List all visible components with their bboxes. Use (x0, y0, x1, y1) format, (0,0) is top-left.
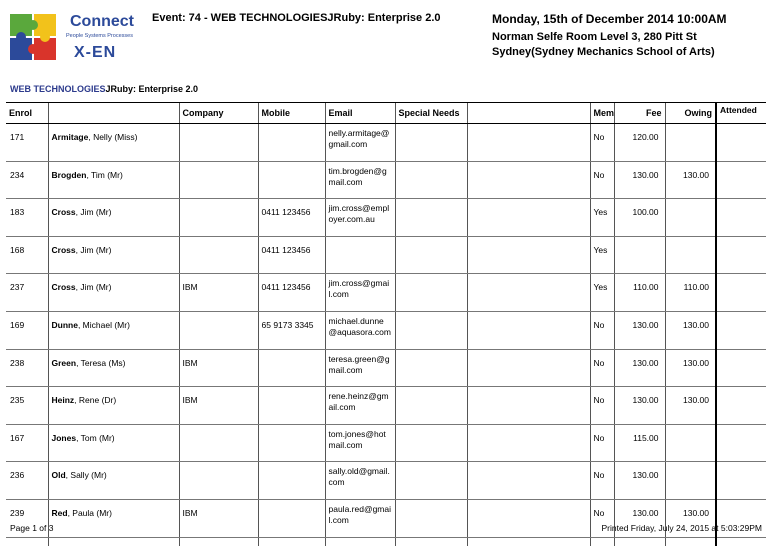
cell-mobile (258, 349, 325, 387)
printed-timestamp: Printed Friday, July 24, 2015 at 5:03:29PM (601, 523, 762, 533)
cell-company (179, 199, 258, 237)
cell-mobile (258, 499, 325, 537)
col-name (48, 103, 179, 124)
given-name: , Tim (Mr) (86, 169, 123, 180)
event-venue-line2: Sydney(Sydney Mechanics School of Arts) (492, 46, 715, 58)
enrol-number: 236 (10, 470, 25, 481)
table-row (6, 311, 766, 349)
membership: No (593, 470, 605, 481)
fee: 120.00 (632, 132, 659, 142)
cell-blank (467, 274, 590, 312)
cell-owing (665, 424, 716, 462)
given-name: , Rene (Dr) (74, 395, 117, 406)
cell-email (325, 424, 395, 462)
given-name: , Michael (Mr) (77, 319, 130, 330)
email: michael.dunne@aquasora.com (328, 315, 391, 337)
company: IBM (182, 282, 198, 293)
surname: Old (51, 470, 66, 481)
empty-cell (590, 537, 614, 546)
cell-email (325, 349, 395, 387)
cell-fee (614, 274, 665, 312)
fee: 130.00 (632, 319, 659, 330)
cell-mem (590, 199, 614, 237)
cell-name (48, 274, 179, 312)
cell-enrol (6, 424, 48, 462)
cell-email (325, 199, 395, 237)
empty-cell (395, 537, 467, 546)
cell-enrol (6, 236, 48, 274)
cell-special-needs (395, 499, 467, 537)
cell-company (179, 161, 258, 199)
membership: No (593, 132, 605, 142)
company: IBM (182, 395, 198, 406)
logo-connect-text: Connect (70, 13, 134, 30)
cell-name (48, 311, 179, 349)
table-row (6, 424, 766, 462)
cell-attended (716, 311, 766, 349)
col-special-needs: Special Needs (395, 103, 467, 124)
cell-company (179, 462, 258, 500)
surname: Red (51, 507, 68, 518)
enrol-number: 237 (10, 282, 25, 293)
cell-attended (716, 424, 766, 462)
cell-enrol (6, 161, 48, 199)
cell-mobile (258, 124, 325, 162)
membership: No (593, 395, 605, 406)
company: IBM (182, 357, 198, 368)
cell-blank (467, 199, 590, 237)
cell-mobile (258, 387, 325, 425)
given-name: , Paula (Mr) (67, 507, 112, 518)
cell-mem (590, 274, 614, 312)
cell-mem (590, 311, 614, 349)
cell-special-needs (395, 274, 467, 312)
cell-attended (716, 462, 766, 500)
given-name: , Jim (Mr) (75, 244, 112, 255)
given-name: , Nelly (Miss) (88, 132, 138, 142)
cell-email (325, 274, 395, 312)
table-row (6, 462, 766, 500)
cell-special-needs (395, 199, 467, 237)
course-subtitle (10, 84, 198, 94)
surname: Dunne (51, 319, 78, 330)
page-number: Page 1 of 3 (10, 523, 54, 533)
cell-special-needs (395, 462, 467, 500)
cell-blank (467, 124, 590, 162)
company: IBM (182, 507, 198, 518)
cell-blank (467, 161, 590, 199)
membership: No (593, 507, 605, 518)
membership: Yes (593, 244, 608, 255)
given-name: , Sally (Mr) (65, 470, 107, 481)
surname: Heinz (51, 395, 75, 406)
cell-owing (665, 387, 716, 425)
cell-mobile (258, 161, 325, 199)
enrol-number: 238 (10, 357, 25, 368)
col-blank (467, 103, 590, 124)
logo-tagline: People Systems Processes (66, 33, 133, 39)
table-row (6, 124, 766, 162)
cell-company (179, 311, 258, 349)
empty-cell (614, 537, 665, 546)
col-email: Email (325, 103, 395, 124)
given-name: , Tom (Mr) (76, 432, 115, 443)
enrol-number: 239 (10, 507, 25, 518)
cell-enrol (6, 349, 48, 387)
membership: Yes (593, 282, 608, 293)
cell-email (325, 161, 395, 199)
cell-blank (467, 387, 590, 425)
email: rene.heinz@gmail.com (328, 391, 389, 413)
cell-blank (467, 236, 590, 274)
cell-blank (467, 311, 590, 349)
fee: 130.00 (632, 357, 659, 368)
owing: 130.00 (683, 357, 709, 368)
col-mem: Mem (590, 103, 614, 124)
empty-cell (258, 537, 325, 546)
email: nelly.armitage@gmail.com (328, 128, 390, 149)
given-name: , Jim (Mr) (75, 207, 112, 218)
email: jim.cross@gmail.com (328, 278, 390, 300)
cell-fee (614, 236, 665, 274)
company-logo (8, 10, 138, 68)
table-row (6, 387, 766, 425)
col-company: Company (179, 103, 258, 124)
enrol-number: 234 (10, 169, 25, 180)
cell-enrol (6, 387, 48, 425)
empty-cell (6, 537, 48, 546)
email: jim.cross@employer.com.au (328, 203, 390, 225)
cell-attended (716, 349, 766, 387)
empty-cell (716, 537, 766, 546)
cell-attended (716, 274, 766, 312)
cell-company (179, 424, 258, 462)
course-name: JRuby: Enterprise 2.0 (105, 84, 199, 94)
cell-fee (614, 387, 665, 425)
given-name: , Teresa (Ms) (76, 357, 126, 368)
cell-fee (614, 199, 665, 237)
col-enrol: Enrol (6, 103, 48, 124)
cell-special-needs (395, 161, 467, 199)
email: sally.old@gmail.com (328, 466, 390, 488)
surname: Cross (51, 282, 76, 293)
cell-enrol (6, 199, 48, 237)
cell-company (179, 274, 258, 312)
fee: 130.00 (632, 169, 659, 180)
cell-email (325, 462, 395, 500)
cell-attended (716, 161, 766, 199)
cell-fee (614, 311, 665, 349)
membership: No (593, 169, 605, 180)
mobile: 65 9173 3345 (261, 319, 314, 330)
cell-mobile (258, 424, 325, 462)
enrol-number: 235 (10, 395, 25, 406)
cell-email (325, 236, 395, 274)
col-attended: Attended (716, 103, 766, 124)
cell-fee (614, 349, 665, 387)
cell-email (325, 387, 395, 425)
cell-name (48, 236, 179, 274)
owing: 130.00 (683, 395, 709, 406)
cell-special-needs (395, 424, 467, 462)
empty-cell (325, 537, 395, 546)
cell-attended (716, 387, 766, 425)
cell-mem (590, 462, 614, 500)
col-fee: Fee (614, 103, 665, 124)
cell-special-needs (395, 124, 467, 162)
cell-email (325, 499, 395, 537)
cell-company (179, 499, 258, 537)
cell-owing (665, 236, 716, 274)
cell-attended (716, 124, 766, 162)
membership: Yes (593, 207, 608, 218)
table-row (6, 236, 766, 274)
membership: No (593, 432, 605, 443)
enrol-number: 168 (10, 244, 25, 255)
empty-cell (179, 537, 258, 546)
event-title: Event: 74 - WEB TECHNOLOGIESJRuby: Enterprise 2.0 (152, 12, 441, 24)
enrolment-table (6, 102, 766, 546)
mobile: 0411 123456 (261, 282, 311, 293)
email: tom.jones@hotmail.com (328, 428, 386, 450)
cell-special-needs (395, 349, 467, 387)
cell-name (48, 161, 179, 199)
cell-owing (665, 124, 716, 162)
email: tim.brogden@gmail.com (328, 165, 387, 187)
fee: 110.00 (633, 282, 659, 293)
cell-owing (665, 349, 716, 387)
table-header-row (6, 103, 766, 124)
fee: 100.00 (632, 207, 659, 218)
given-name: , Jim (Mr) (75, 282, 112, 293)
empty-cell (665, 537, 716, 546)
cell-company (179, 349, 258, 387)
cell-name (48, 462, 179, 500)
empty-cell (48, 537, 179, 546)
cell-name (48, 424, 179, 462)
cell-enrol (6, 311, 48, 349)
cell-blank (467, 349, 590, 387)
logo-xen-text: X-EN (74, 44, 117, 61)
surname: Armitage (51, 132, 89, 142)
membership: No (593, 357, 605, 368)
enrol-number: 169 (10, 319, 25, 330)
cell-blank (467, 424, 590, 462)
surname: Brogden (51, 169, 87, 180)
enrol-number: 183 (10, 207, 25, 218)
cell-mobile (258, 311, 325, 349)
table-row (6, 349, 766, 387)
fee: 130.00 (632, 470, 659, 481)
cell-mem (590, 349, 614, 387)
table-row (6, 199, 766, 237)
col-mobile: Mobile (258, 103, 325, 124)
cell-special-needs (395, 311, 467, 349)
cell-mem (590, 124, 614, 162)
table-row (6, 274, 766, 312)
cell-name (48, 199, 179, 237)
email: teresa.green@gmail.com (328, 353, 390, 375)
surname: Jones (51, 432, 77, 443)
event-date: Monday, 15th of December 2014 10:00AM (492, 12, 727, 26)
surname: Cross (51, 244, 76, 255)
cell-mobile (258, 274, 325, 312)
fee: 115.00 (633, 432, 659, 443)
cell-name (48, 387, 179, 425)
cell-name (48, 349, 179, 387)
cell-mem (590, 236, 614, 274)
cell-owing (665, 199, 716, 237)
cell-owing (665, 274, 716, 312)
cell-special-needs (395, 387, 467, 425)
cell-special-needs (395, 236, 467, 274)
cell-mobile (258, 462, 325, 500)
cell-email (325, 311, 395, 349)
cell-name (48, 124, 179, 162)
surname: Green (51, 357, 77, 368)
cell-mem (590, 424, 614, 462)
cell-email (325, 124, 395, 162)
fee: 130.00 (632, 507, 659, 518)
cell-enrol (6, 274, 48, 312)
enrol-number: 171 (10, 132, 25, 142)
membership: No (593, 319, 605, 330)
cell-mem (590, 161, 614, 199)
email: paula.red@gmail.com (328, 503, 391, 525)
cell-company (179, 124, 258, 162)
cell-blank (467, 462, 590, 500)
cell-mobile (258, 199, 325, 237)
owing: 110.00 (683, 282, 709, 293)
cell-company (179, 236, 258, 274)
surname: Cross (51, 207, 76, 218)
event-venue-line1: Norman Selfe Room Level 3, 280 Pitt St (492, 31, 697, 43)
empty-cell (467, 537, 590, 546)
cell-fee (614, 424, 665, 462)
owing: 130.00 (683, 507, 709, 518)
table-row-continuation (6, 537, 766, 546)
enrol-number: 167 (10, 432, 25, 443)
cell-name (48, 499, 179, 537)
cell-fee (614, 462, 665, 500)
cell-owing (665, 462, 716, 500)
cell-fee (614, 161, 665, 199)
mobile: 0411 123456 (261, 207, 311, 218)
event-schedule (492, 12, 727, 60)
fee: 130.00 (632, 395, 659, 406)
cell-company (179, 387, 258, 425)
cell-fee (614, 124, 665, 162)
col-owing: Owing (665, 103, 716, 124)
cell-blank (467, 499, 590, 537)
mobile: 0411 123456 (261, 244, 311, 255)
owing: 130.00 (683, 169, 709, 180)
cell-attended (716, 199, 766, 237)
cell-attended (716, 236, 766, 274)
cell-enrol (6, 462, 48, 500)
cell-enrol (6, 124, 48, 162)
table-row (6, 161, 766, 199)
cell-mem (590, 387, 614, 425)
course-category: WEB TECHNOLOGIES (10, 84, 106, 94)
owing: 130.00 (683, 319, 709, 330)
cell-mobile (258, 236, 325, 274)
cell-owing (665, 161, 716, 199)
cell-owing (665, 311, 716, 349)
